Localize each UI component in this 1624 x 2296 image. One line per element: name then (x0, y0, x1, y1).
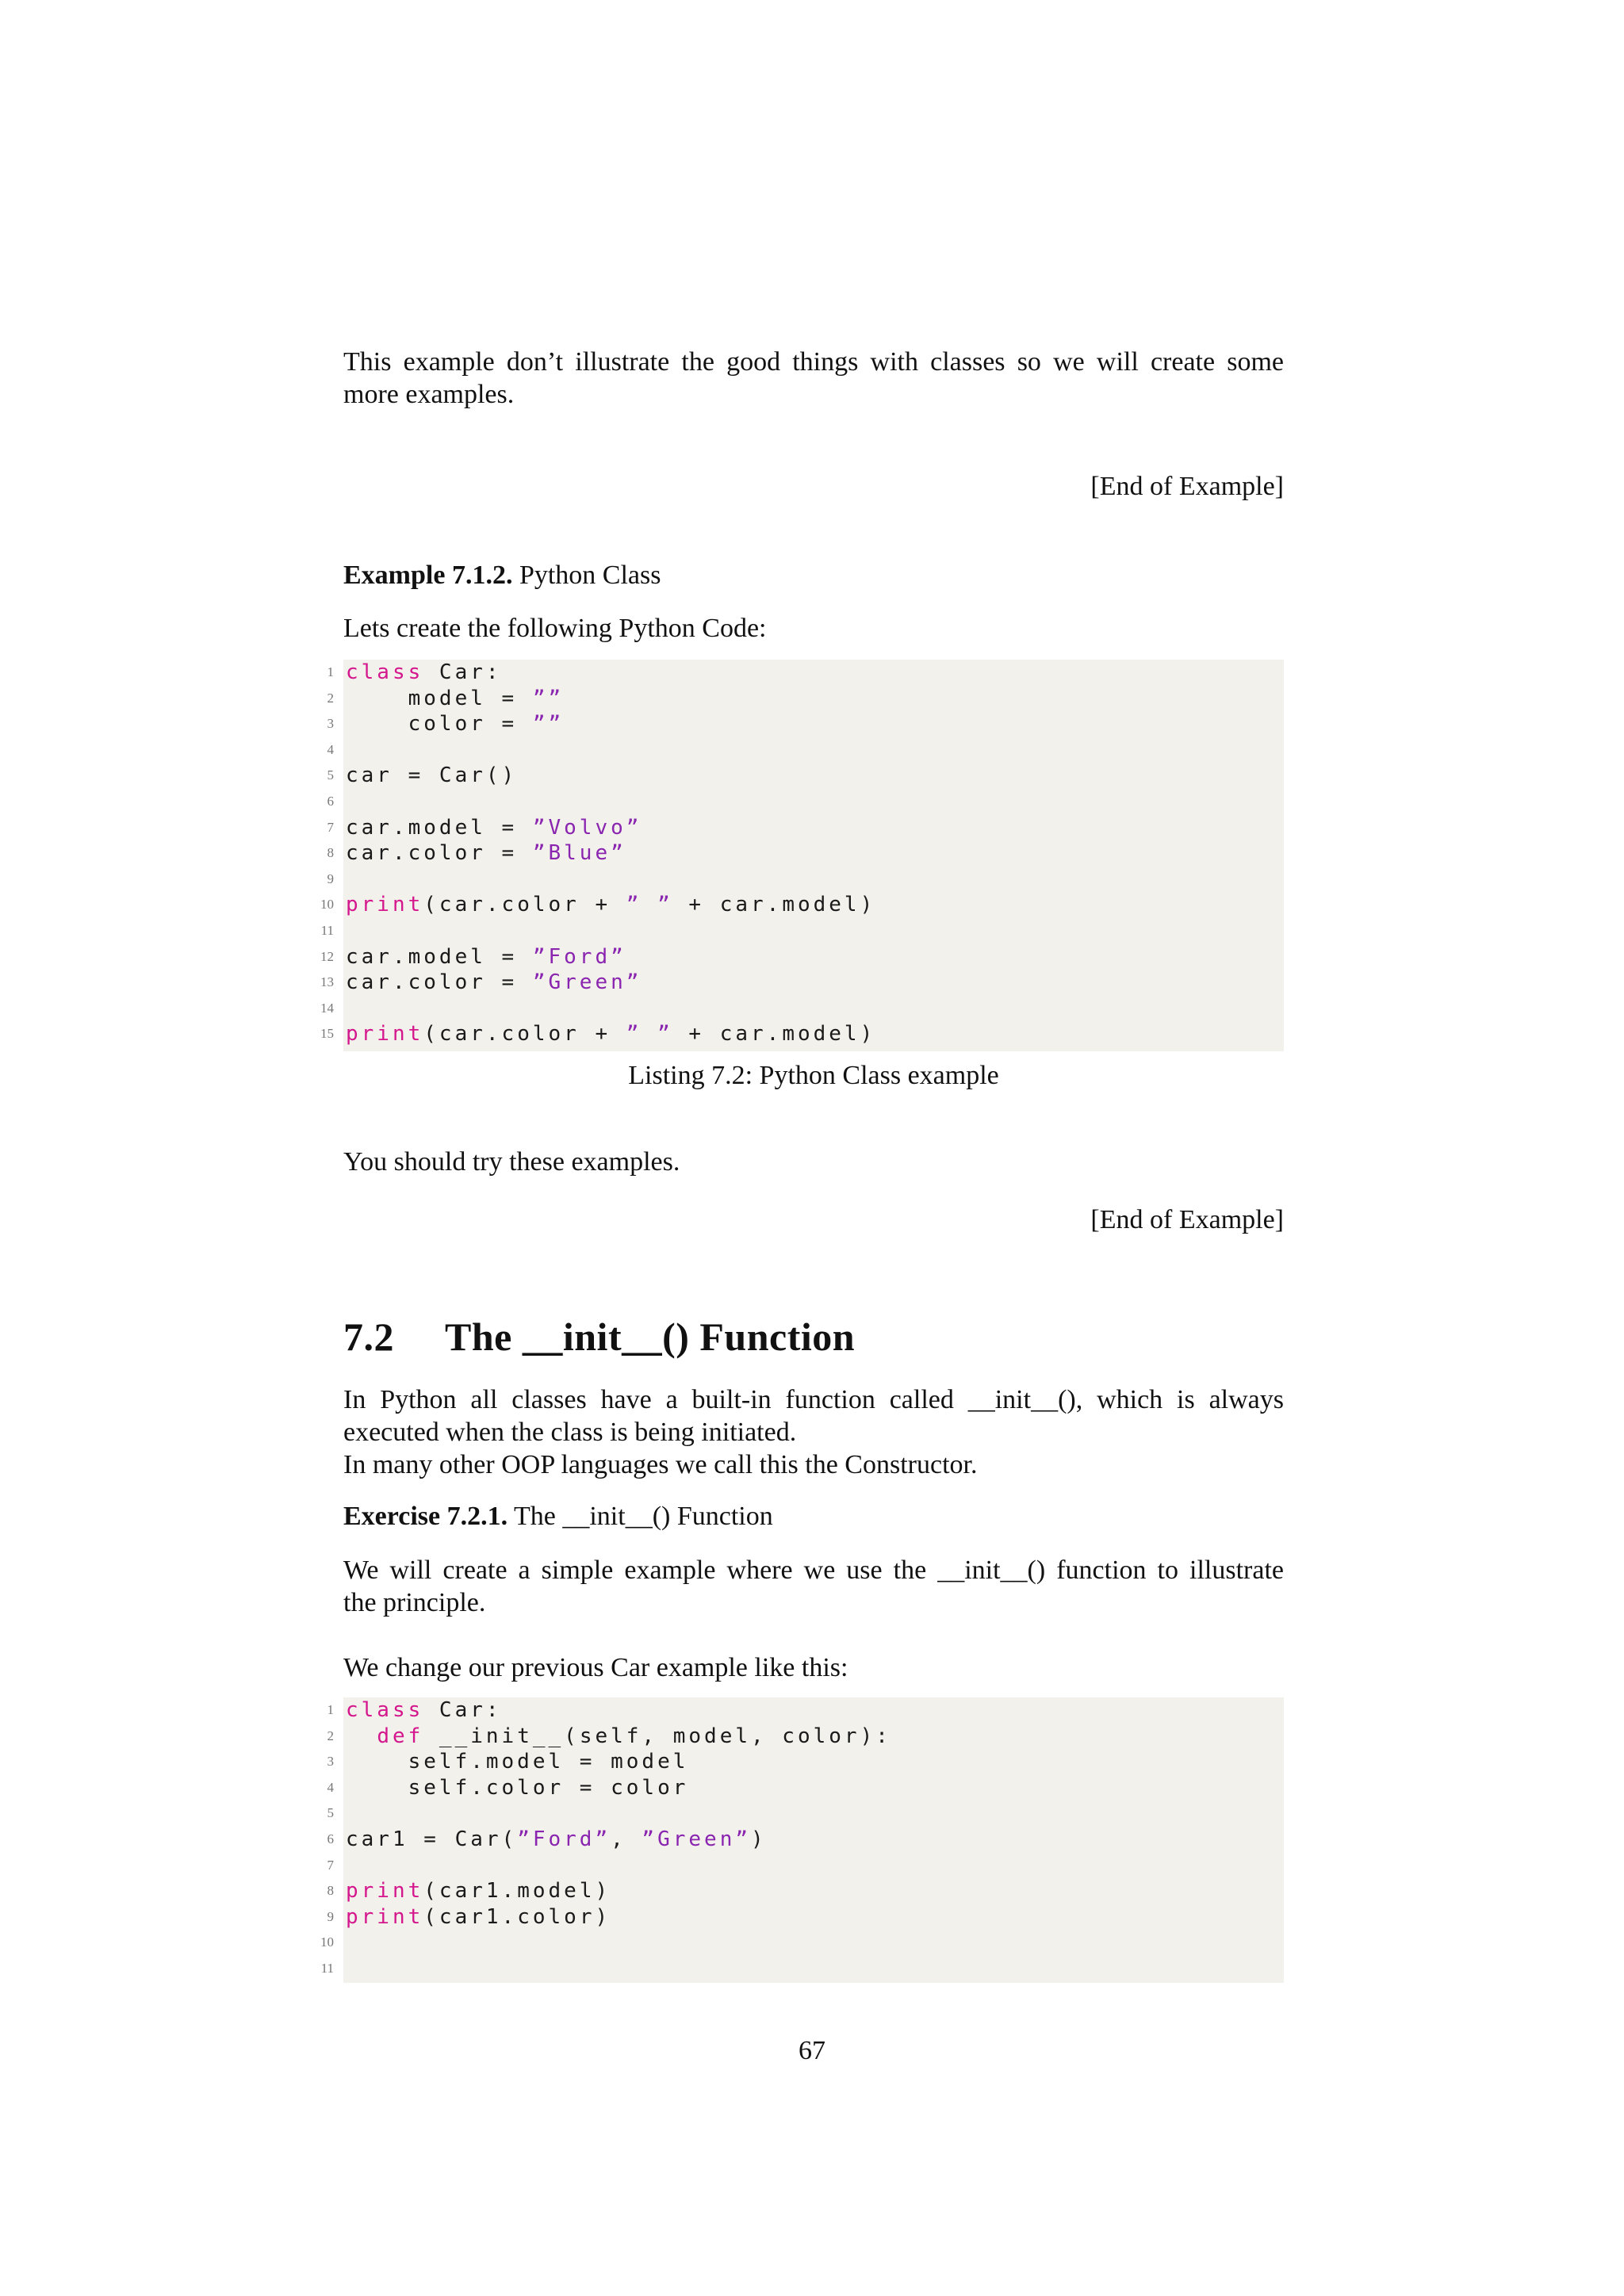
line-number: 7 (327, 1857, 334, 1873)
code-line (327, 1904, 1284, 1931)
code-line (327, 1853, 1284, 1879)
exercise-body-line-1: We will create a simple example where we use the __init__() function to illustrate (343, 1556, 1284, 1585)
line-number: 3 (327, 716, 334, 732)
try-text: You should try these examples. (343, 1147, 680, 1177)
code-line (320, 1930, 1284, 1956)
code-text: car.color = ”Blue” (346, 841, 626, 866)
code-text: model = ”” (346, 686, 565, 710)
code-line (327, 1800, 1284, 1827)
line-number: 5 (327, 767, 334, 783)
end-of-example-marker: [End of Example] (1090, 472, 1284, 501)
exercise-title: The __init__() Function (514, 1502, 773, 1531)
change-text: We change our previous Car example like this: (343, 1653, 848, 1682)
line-number: 3 (327, 1754, 334, 1770)
line-number: 11 (320, 922, 334, 938)
line-number: 1 (327, 1702, 334, 1717)
line-number: 15 (320, 1026, 334, 1042)
example-heading (343, 559, 1284, 591)
section-body-line-3: In many other OOP languages we call this the Constructor. (343, 1450, 978, 1479)
example-lead (343, 612, 1284, 645)
code-line (327, 789, 1284, 815)
code-line (327, 815, 1284, 841)
change-paragraph (343, 1651, 1284, 1684)
line-number: 9 (327, 871, 334, 886)
intro-line-1: This example don’t illustrate the good things with classes so we will create some (343, 347, 1284, 377)
end-of-example-marker: [End of Example] (1090, 1205, 1284, 1234)
line-number: 5 (327, 1805, 334, 1821)
line-number: 1 (327, 664, 334, 679)
line-number: 10 (320, 897, 334, 913)
intro-line-2: more examples. (343, 380, 515, 409)
code-text: print(car1.model) (346, 1879, 611, 1904)
code-listing-2 (320, 1697, 1284, 1983)
code-line (327, 1827, 1284, 1853)
exercise-heading (343, 1500, 1284, 1533)
line-number: 11 (320, 1960, 334, 1976)
code-text: car.color = ”Green” (346, 970, 642, 995)
code-line (320, 892, 1284, 918)
code-line (327, 1878, 1284, 1904)
line-number: 4 (327, 1779, 334, 1795)
code-text: car.model = ”Volvo” (346, 815, 642, 840)
line-number: 14 (320, 1000, 334, 1016)
code-text: color = ”” (346, 712, 565, 737)
code-text: print(car.color + ” ” + car.model) (346, 1022, 876, 1047)
section-body-line-2: executed when the class is being initiated. (343, 1418, 797, 1447)
example-label: Example 7.1.2. (343, 561, 513, 590)
line-number: 10 (320, 1934, 334, 1950)
code-line (327, 867, 1284, 893)
code-line (327, 1775, 1284, 1801)
line-number: 2 (327, 690, 334, 706)
example-lead-text: Lets create the following Python Code: (343, 614, 767, 643)
code-line (320, 970, 1284, 996)
line-number: 8 (327, 845, 334, 861)
line-number: 8 (327, 1883, 334, 1899)
code-line (327, 686, 1284, 712)
code-text: self.model = model (346, 1750, 689, 1774)
code-line (327, 840, 1284, 867)
line-number: 7 (327, 819, 334, 835)
code-text: class Car: (346, 660, 502, 684)
code-text: car.model = ”Ford” (346, 944, 626, 969)
line-number: 6 (327, 793, 334, 809)
code-text: print(car.color + ” ” + car.model) (346, 893, 876, 917)
try-paragraph (343, 1146, 1284, 1178)
code-line (327, 1749, 1284, 1775)
exercise-body (343, 1554, 1284, 1619)
code-listing-1 (320, 660, 1284, 1051)
section-title: The __init__() Function (445, 1314, 856, 1359)
code-text: print(car1.color) (346, 1904, 611, 1929)
exercise-body-line-2: the principle. (343, 1588, 486, 1617)
line-number: 9 (327, 1908, 334, 1924)
section-number: 7.2 (343, 1314, 394, 1359)
code-text: def __init__(self, model, color): (377, 1724, 891, 1748)
code-line (320, 918, 1284, 944)
listing-caption: Listing 7.2: Python Class example (628, 1061, 999, 1090)
code-line (327, 763, 1284, 789)
section-body (343, 1383, 1284, 1481)
code-text: car = Car() (346, 763, 518, 788)
intro-paragraph (343, 346, 1284, 411)
line-number: 6 (327, 1831, 334, 1846)
page-number: 67 (799, 2036, 825, 2065)
code-text: self.color = color (346, 1775, 689, 1800)
code-line (320, 1021, 1284, 1047)
code-line (327, 1724, 1284, 1750)
code-line (320, 996, 1284, 1022)
exercise-label: Exercise 7.2.1. (343, 1502, 508, 1531)
code-line (327, 711, 1284, 737)
example-title: Python Class (519, 561, 661, 590)
code-line (327, 660, 1284, 686)
line-number: 12 (320, 948, 334, 964)
code-line (327, 737, 1284, 763)
code-line (327, 1697, 1284, 1724)
section-heading (343, 1313, 855, 1360)
section-body-line-1: In Python all classes have a built-in function called __init__(), which is always (343, 1385, 1284, 1414)
code-line (320, 944, 1284, 970)
code-text: class Car: (346, 1698, 502, 1722)
code-text: car1 = Car(”Ford”, ”Green”) (346, 1827, 767, 1851)
line-number: 13 (320, 974, 334, 990)
line-number: 2 (327, 1728, 334, 1743)
line-number: 4 (327, 741, 334, 757)
code-line (320, 1956, 1284, 1982)
